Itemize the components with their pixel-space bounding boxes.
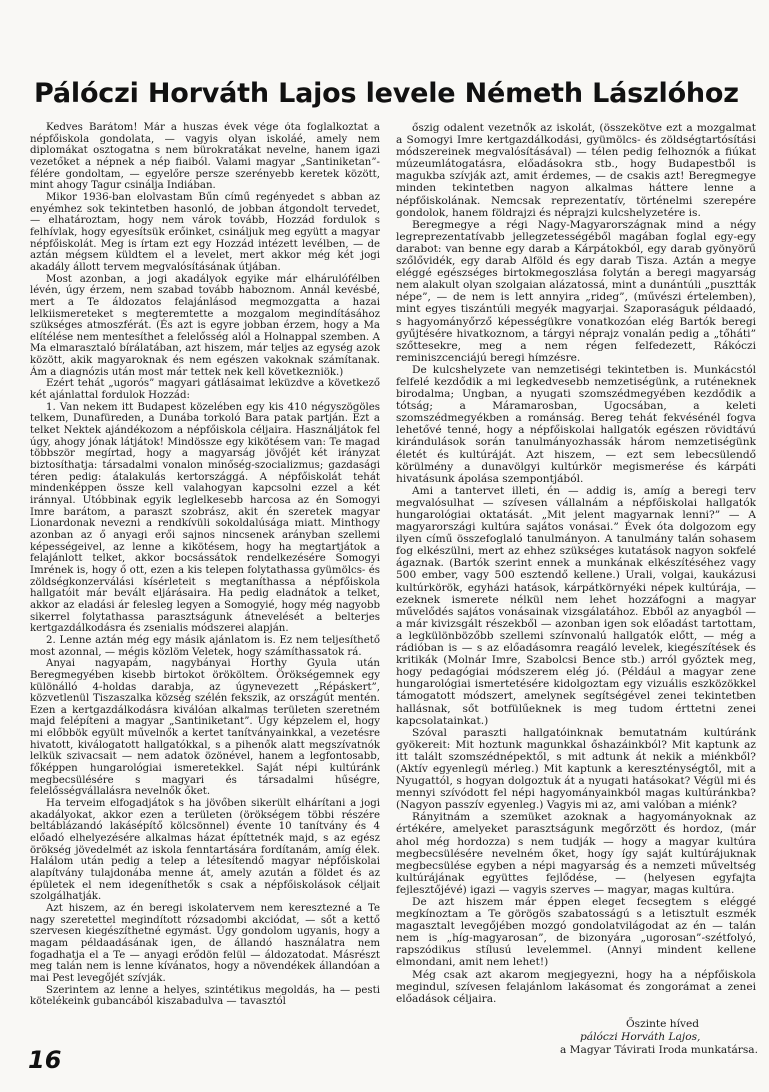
signature-name: pálóczi Horváth Lajos, xyxy=(580,1031,701,1043)
paragraph: Kedves Barátom! Már a huszas évek vége óta foglalkoztat a népfőiskola gondolata, — vagyis olyan iskoláé, amely nem diplomákat osztogatna s nem bürokratákat nevelne, hanem igazi vezetőket a népnek a nép fiaiból. Valami magyar „Santiniketan”-félére gondoltam, — egyelőre persze szerényebb keretek között, mint ahogy Tagur csinálja Indiában. xyxy=(30,122,380,192)
paragraph: Ezért tehát „ugorós” magyari gátlásaimat leküzdve a következő két ajánlattal fordulok Hozzád: xyxy=(30,378,380,402)
right-column xyxy=(396,122,756,1027)
paragraph: De kulcshelyzete van nemzetiségi tekintetben is. Munkácstól felfelé kezdődik a mi legkedvesebb nemzetiségünk, a ruténeknek birodalma; Ungban, a nyugati szomszédmegyében kezdődik a tótság; a Máramarosban, Ugocsában, a keleti szomszédmegyékben a románság. Bereg tehát fekvésénél fogva lehetővé tenné, hogy a népfőiskolai hallgatók egészen rövidtávú kirándulások során tanulmányozhassák három nemzetiségünk életét és kultúráját. Azt hiszem, — ezt sem lebecsülendő körülmény a dunavölgyi kultúrkör megismerése és kárpáti hivatásunk ápolása szempontjából. xyxy=(396,363,756,485)
paragraph: Ami a tantervet illeti, én — addig is, amíg a beregi terv megvalósulhat — szívesen vállalnám a népfőiskolai hallgatók hungarológiai oktatását. „Mit jelent magyarnak lenni?” — A magyarországi kultúra sajátos vonásai.” Évek óta dolgozom egy ilyen című összefoglaló tanulmányon. A tanulmány talán sohasem fog elkészülni, mert az ehhez szükséges kutatások nagyon sokfelé ágaznak. (Bartók szerint ennek a munkának elkészítéséhez vagy 500 ember, vagy 500 esztendő kellene.) Urali, volgai, kaukázusi kultúrkörök, egyházi hatások, kárpátkörnyéki népek kultúrája, — ezeknek ismerete nélkül nem lehet hozzáfogni a magyar művelődés sajátos vonásainak vizsgálatához. Ebből az anyagból — a már kivizsgált részekből — azonban igen sok előadást tartottam, a legkülönbözőbb szellemi színvonalú hallgatók előtt, — még a rádióban is — s az előadásomra reagáló levelek, kiegészítések és kritikák (Molnár Imre, Szabolcsi Bence stb.) arról győztek meg, hogy pedagógiai módszerem elég jó. (Például a magyar zene hungarológiai ismertetésére kidolgoztam egy vizuális eszközökkel támogatott módszert, amelynek segítségével zenei tekintetben hallásnak, sőt botfülűeknek is meg tudom érttetni zenei kapcsolatainkat.) xyxy=(396,484,756,727)
left-column xyxy=(30,122,380,1027)
paragraph: Most azonban, a jogi akadályok egyike már elhárulófélben lévén, úgy érzem, nem szabad tovább haboznom. Annál kevésbé, mert a Te áldozatos felajánlásod megmozgatta a hazai lelkiismereteket s megteremtette a mozgalom megindításához szükséges atmoszférát. (És azt is egyre jobban érzem, hogy a Ma elítélése nem mentesíthet a felelősség alól a Holnappal szemben. A Ma elmarasztaló bírálatában, azt hiszem, már teljes az egység azok között, akik magyaroknak és nem egészen vakoknak számítanak. Ám a diagnózis után most már tettek nek kell következniök.) xyxy=(30,273,380,378)
paragraph: Szerintem az lenne a helyes, szintétikus megoldás, ha — pesti kötelékeink gubancából kiszabadulva — tavasztól xyxy=(30,984,380,1008)
paragraph: Anyai nagyapám, nagybányai Horthy Gyula után Beregmegyében kisebb birtokot örököltem. Örökségemnek egy különálló 4-holdas darabja, az úgynevezett „Répáskert”, közvetlenül Tiszaszalka község szélén fekszik, az országút mentén. Ezen a kertgazdálkodásra kiválóan alkalmas területen szeretném majd felépíteni a magyar „Santiniketant”. Úgy képzelem el, hogy mi előbbök egyült művelnők a kertet tanítványainkkal, a vezetésre hivatott, kiválogatott hallgatókkal, s a pihenők alatt megszívatnók lelkük szivacsait — nem adatok özönével, hanem a legfontosabb, főképpen hungarológiai ismeretekkel. Saját népi kultúránk megbecsülésére s magyari és társadalmi hűségre, felelősségvállalásra nevelnők őket. xyxy=(30,658,380,798)
page-number: 16 xyxy=(28,1046,62,1074)
paragraph: Rányitnám a szemüket azoknak a hagyományoknak az értékére, amelyeket parasztságunk megőrzött és hordoz, (már ahol még hordozza) s nem tudják — hogy a magyar kultúra megbecsülésére nevelném őket, hogy így saját kultúrájuknak megbecsülése egyben a népi magyarság és a nemzeti műveltség kultúrájának együttes fejlődése, — (helyesen egyfajta fejlesztőjévé) igazi — vagyis szerves — magyar, magas kultúra. xyxy=(396,811,756,896)
paragraph: Mikor 1936-ban elolvastam Bűn című regényedet s abban az enyémhez sok tekintetben hasonló, de jobban átgondolt tervedet, — elhatároztam, hogy nem várok tovább, Hozzád fordulok s felhívlak, hogy egyesítsük erőinket, csináljuk meg együtt a magyar népfőiskolát. Meg is írtam ezt egy Hozzád intézett levélben, — de aztán mégsem küldtem el a levelet, mert akkor még két jogi akadály állott tervem megvalósításának útjában. xyxy=(30,191,380,273)
paragraph: 2. Lenne aztán még egy másik ajánlatom is. Ez nem teljesíthető most azonnal, — mégis közlöm Veletek, hogy számíthassatok rá. xyxy=(30,634,380,658)
paragraph: De azt hiszem már éppen eleget fecsegtem s eléggé megkínoztam a Te görögös szabatosságú s a letisztult eszmék magasztalt levegőjében mozgó gondolatvilágodat az én — talán nem is „híg-magyarosan”, de bizonyára „ugorosan”-szétfolyó, rapszódikus stílusú levelemmel. (Annyi mindent kellene elmondani, amit nem lehet!) xyxy=(396,896,756,969)
signature-block xyxy=(560,1018,758,1057)
article-title: Pálóczi Horváth Lajos levele Németh Lászlóhoz xyxy=(34,78,739,109)
paragraph: őszig odalent vezetnők az iskolát, (összekötve ezt a mozgalmat a Somogyi Imre kertgazdálkodási, gyümölcs- és zöldségtartósítási módszereinek megvalósításával) — télen pedig felhoznók a fiúkat múzeumlátogatásra, előadásokra stb., hogy Budapestből is magukba szívják azt, amit érdemes, — de csakis azt! Beregmegye minden tekintetben nagyon alkalmas háttere lenne a népfőiskolának. Nemcsak reprezentatív, történelmi szerepére gondolok, hanem földrajzi és néprajzi kulcshelyzetére is. xyxy=(396,122,756,219)
paragraph: Még csak azt akarom megjegyezni, hogy ha a népfőiskola megindul, szívesen felajánlom lakásomat és zongorámat a zenei előadások céljaira. xyxy=(396,968,756,1005)
paragraph: Szóval paraszti hallgatóinknak bemutatnám kultúránk gyökereit: Mit hoztunk magunkkal őshazáinkból? Mit kaptunk az itt talált szomszédnépektől, s mit adtunk át nekik a miénkből? (Aktív egyenlegü mérleg.) Mit kaptunk a kereszténységtől, mit a Nyugattól, s hogyan dolgoztuk át a nyugati hatásokat? Végül mi és mennyi szívódott fel népi hagyományainkból magas kultúránkba? (Nagyon passzív egyenleg.) Vagyis mi az, ami valóban a miénk? xyxy=(396,726,756,812)
paragraph: Azt hiszem, az én beregi iskolatervem nem keresztezné a Te nagy szeretettel megindított rózsadombi akciódat, — sőt a kettő szervesen kiegészíthetné egymást. Úgy gondolom ugyanis, hogy a magam példaadásának igen, de állandó használatra nem fogadhatja el a Te — anyagi erődön felül — áldozatodat. Másrészt meg talán nem is lenne kívánatos, hogy a növendékek állandóan a mai Pest levegőjét szívják. xyxy=(30,902,380,984)
signature-closing: Őszinte híved xyxy=(626,1018,700,1030)
paragraph: Beregmegye a régi Nagy-Magyarországnak mind a négy legreprezentatívabb jellegzetességéből magában foglal egy-egy darabot: van benne egy darab a Kárpátokból, egy darab gyönyörű szőlővidék, egy darab Alföld és egy darab Tisza. Aztán a megye eléggé egészséges birtokmegoszlása folytán a beregi magyarság nem alakult olyan szolgaian alázatossá, mint a dunántúli „pusztták népe”, — de nem is lett annyira „rideg”, (művészi értelemben), mint egyes tiszántúli megyék magyarjai. Szaporaságuk példaadó, s hagyományőrző képességükre vonatkozóan elég Bartók beregi gyűjtésére hivatkoznom, a tárgyi néprajz vonalán pedig a „tőháti” szőttesekre, meg a nem régen felfedezett, Rákóczi reminiszcenciájú beregi hímzésre. xyxy=(396,218,756,364)
paragraph: 1. Van nekem itt Budapest közelében egy kis 410 négyszögöles telkem, Dunafüreden, a Dunába torkoló Bara patak partján. Ezt a telket Nektek ajándékozom a népfőiskola céljaira. Használjátok fel úgy, ahogy jónak látjátok! Mindössze egy kikötésem van: Te magad többször megírtad, hogy a magyarság jövőjét két irányzat biztosíthatja: társadalmi vonalon minőség-szocializmus; gazdasági téren pedig: átalakulás kertországgá. A népfőiskolát tehát mindenképpen össze kell valahogyan kapcsolni ezzel a két iránnyal. Utóbbinak egyik leglelkesebb harcosa az én Somogyi Imre barátom, a paraszt szobrász, akit én szeretek magyar Lionardonak nevezni a rendkívüli sokoldalúsága miatt. Minthogy azonban az ő anyagi erői sajnos nincsenek arányban szellemi képességeivel, az lenne a kikötésem, hogy ha megtartjátok a felajánlott telket, akkor bocsássátok rendelkezésére Somogyi Imrének is, hogy ő ott, ezen a kis telepen folytathassa gyümölcs- és zöldségkonzerválási kísérleteit s megtaníthassa a népfőiskola hallgatóit már bevált eljárásaira. Ha pedig eladnátok a telket, akkor az eladási ár felesleg legyen a Somogyié, hogy még nagyobb sikerrel folytathassa parasztságunk átnevelését a belterjes kertgazdálkodásra és zsenialis módszerei alapján. xyxy=(30,401,380,635)
paragraph: Ha terveim elfogadjátok s ha jövőben sikerült elhárítani a jogi akadályokat, akkor ezen a területen (örökségem többi részére beltáblázandó lakásépítő kölcsönnel) évente 10 tanítvány és 4 előadó elhelyezésére alkalmas házat építtetnék majd, s az egész örökség jövedelmét az iskola fenntartására fordítanám, amíg élek. Halálom után pedig a telep a létesítendő magyar népfőiskolai alapítvány tulajdonába menne át, amely azután a földet és az épületek el nem idegeníthetők s csak a népfőiskolások céljait szolgálhatják. xyxy=(30,798,380,903)
signature-role: a Magyar Távirati Iroda munkatársa. xyxy=(560,1044,758,1056)
